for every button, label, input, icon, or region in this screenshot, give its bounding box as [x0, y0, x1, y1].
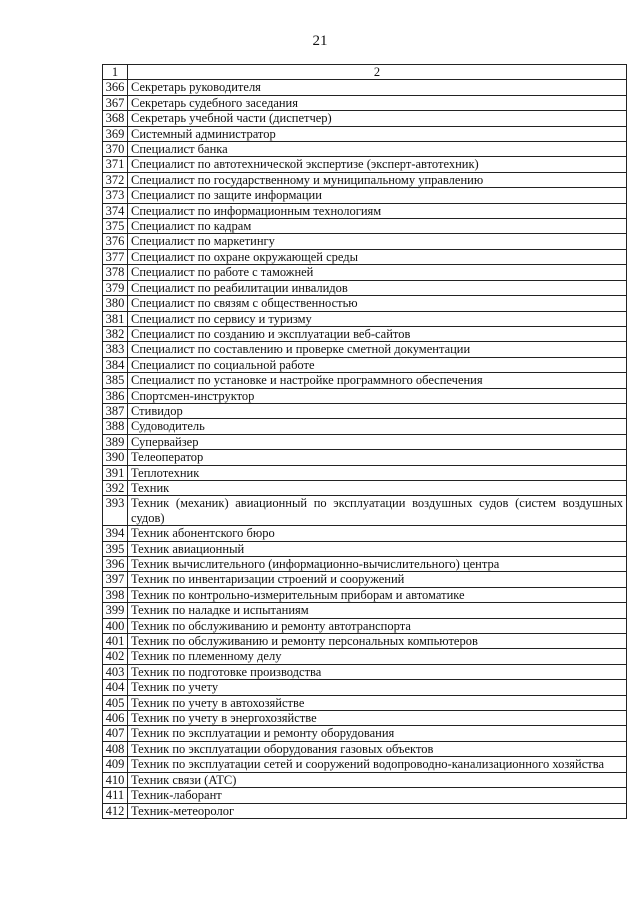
- profession-name: Специалист по сервису и туризму: [128, 311, 627, 326]
- profession-name: Супервайзер: [128, 434, 627, 449]
- row-number: 376: [103, 234, 128, 249]
- row-number: 410: [103, 772, 128, 787]
- table-row: [103, 603, 627, 618]
- row-number: 396: [103, 557, 128, 572]
- profession-name: Специалист по связям с общественностью: [128, 296, 627, 311]
- profession-name: Специалист по охране окружающей среды: [128, 249, 627, 264]
- table-row: [103, 126, 627, 141]
- table-row: [103, 664, 627, 679]
- table-row: [103, 280, 627, 295]
- row-number: 385: [103, 373, 128, 388]
- row-number: 391: [103, 465, 128, 480]
- profession-name: Специалист по созданию и эксплуатации веб-сайтов: [128, 326, 627, 341]
- row-number: 381: [103, 311, 128, 326]
- row-number: 378: [103, 265, 128, 280]
- row-number: 372: [103, 172, 128, 187]
- table-row: [103, 296, 627, 311]
- table-row: [103, 788, 627, 803]
- profession-name: Судоводитель: [128, 419, 627, 434]
- table-row: [103, 634, 627, 649]
- table-row: [103, 757, 627, 772]
- table-row: [103, 803, 627, 818]
- profession-name: Стивидор: [128, 403, 627, 418]
- table-row: [103, 157, 627, 172]
- table-row: [103, 587, 627, 602]
- profession-name: Специалист по информационным технологиям: [128, 203, 627, 218]
- profession-name: Секретарь руководителя: [128, 80, 627, 95]
- profession-name: Техник: [128, 480, 627, 495]
- row-number: 409: [103, 757, 128, 772]
- row-number: 389: [103, 434, 128, 449]
- profession-name: Секретарь судебного заседания: [128, 95, 627, 110]
- profession-name: Специалист по составлению и проверке сметной документации: [128, 342, 627, 357]
- row-number: 392: [103, 480, 128, 495]
- table-row: [103, 680, 627, 695]
- table-row: [103, 541, 627, 556]
- row-number: 367: [103, 95, 128, 110]
- row-number: 377: [103, 249, 128, 264]
- table-row: [103, 203, 627, 218]
- profession-name: Специалист банка: [128, 142, 627, 157]
- profession-name: Техник по учету в энергохозяйстве: [128, 711, 627, 726]
- row-number: 412: [103, 803, 128, 818]
- profession-name: Спортсмен-инструктор: [128, 388, 627, 403]
- table-row: [103, 496, 627, 526]
- table-row: [103, 249, 627, 264]
- row-number: 400: [103, 618, 128, 633]
- table-row: [103, 172, 627, 187]
- table-row: [103, 772, 627, 787]
- profession-name: Техник абонентского бюро: [128, 526, 627, 541]
- row-number: 366: [103, 80, 128, 95]
- row-number: 397: [103, 572, 128, 587]
- profession-name: Секретарь учебной части (диспетчер): [128, 111, 627, 126]
- row-number: 403: [103, 664, 128, 679]
- table-header-row: [103, 65, 627, 80]
- row-number: 405: [103, 695, 128, 710]
- profession-name: Техник по наладке и испытаниям: [128, 603, 627, 618]
- row-number: 388: [103, 419, 128, 434]
- table-row: [103, 142, 627, 157]
- profession-name: Техник по контрольно-измерительным приборам и автоматике: [128, 587, 627, 602]
- profession-name: Специалист по государственному и муниципальному управлению: [128, 172, 627, 187]
- table-row: [103, 618, 627, 633]
- table-row: [103, 311, 627, 326]
- row-number: 404: [103, 680, 128, 695]
- profession-name: Техник по эксплуатации оборудования газовых объектов: [128, 741, 627, 756]
- row-number: 402: [103, 649, 128, 664]
- table-row: [103, 234, 627, 249]
- table-row: [103, 388, 627, 403]
- row-number: 395: [103, 541, 128, 556]
- profession-name: Техник связи (АТС): [128, 772, 627, 787]
- profession-name: Системный администратор: [128, 126, 627, 141]
- table-row: [103, 649, 627, 664]
- table-row: [103, 419, 627, 434]
- table-row: [103, 80, 627, 95]
- profession-name: Телеоператор: [128, 450, 627, 465]
- table-row: [103, 480, 627, 495]
- row-number: 411: [103, 788, 128, 803]
- table-row: [103, 434, 627, 449]
- row-number: 373: [103, 188, 128, 203]
- profession-name: Специалист по автотехнической экспертизе (эксперт-автотехник): [128, 157, 627, 172]
- row-number: 384: [103, 357, 128, 372]
- profession-name: Техник по учету: [128, 680, 627, 695]
- table-row: [103, 403, 627, 418]
- table-row: [103, 373, 627, 388]
- profession-name: Техник по подготовке производства: [128, 664, 627, 679]
- table-row: [103, 695, 627, 710]
- table-row: [103, 326, 627, 341]
- profession-name: Техник авиационный: [128, 541, 627, 556]
- table-row: [103, 450, 627, 465]
- row-number: 406: [103, 711, 128, 726]
- row-number: 369: [103, 126, 128, 141]
- row-number: 368: [103, 111, 128, 126]
- table-row: [103, 188, 627, 203]
- column-header-number: 1: [103, 65, 128, 80]
- row-number: 407: [103, 726, 128, 741]
- profession-name: Специалист по работе с таможней: [128, 265, 627, 280]
- row-number: 408: [103, 741, 128, 756]
- profession-name: Техник по обслуживанию и ремонту автотранспорта: [128, 618, 627, 633]
- row-number: 393: [103, 496, 128, 526]
- row-number: 383: [103, 342, 128, 357]
- profession-name: Техник по эксплуатации сетей и сооружений водопроводно-канализационного хозяйства: [128, 757, 627, 772]
- profession-name: Техник по племенному делу: [128, 649, 627, 664]
- profession-name: Специалист по маркетингу: [128, 234, 627, 249]
- row-number: 386: [103, 388, 128, 403]
- table-row: [103, 711, 627, 726]
- table-row: [103, 111, 627, 126]
- row-number: 379: [103, 280, 128, 295]
- profession-name: Специалист по установке и настройке программного обеспечения: [128, 373, 627, 388]
- table-row: [103, 342, 627, 357]
- profession-name: Техник по обслуживанию и ремонту персональных компьютеров: [128, 634, 627, 649]
- profession-name: Техник по учету в автохозяйстве: [128, 695, 627, 710]
- profession-name: Техник (механик) авиационный по эксплуатации воздушных судов (систем воздушных судов): [128, 496, 627, 526]
- profession-name: Техник-лаборант: [128, 788, 627, 803]
- table-body: [103, 65, 627, 819]
- table-row: [103, 526, 627, 541]
- profession-name: Техник-метеоролог: [128, 803, 627, 818]
- table-row: [103, 219, 627, 234]
- table-row: [103, 95, 627, 110]
- page-number: 21: [312, 33, 328, 49]
- row-number: 398: [103, 587, 128, 602]
- table-row: [103, 265, 627, 280]
- row-number: 375: [103, 219, 128, 234]
- row-number: 399: [103, 603, 128, 618]
- row-number: 370: [103, 142, 128, 157]
- profession-name: Теплотехник: [128, 465, 627, 480]
- profession-name: Техник по эксплуатации и ремонту оборудования: [128, 726, 627, 741]
- profession-name: Специалист по защите информации: [128, 188, 627, 203]
- profession-name: Специалист по кадрам: [128, 219, 627, 234]
- row-number: 371: [103, 157, 128, 172]
- row-number: 390: [103, 450, 128, 465]
- row-number: 401: [103, 634, 128, 649]
- profession-name: Техник вычислительного (информационно-вычислительного) центра: [128, 557, 627, 572]
- table-row: [103, 465, 627, 480]
- row-number: 394: [103, 526, 128, 541]
- row-number: 382: [103, 326, 128, 341]
- profession-name: Специалист по социальной работе: [128, 357, 627, 372]
- row-number: 387: [103, 403, 128, 418]
- row-number: 380: [103, 296, 128, 311]
- column-header-name: 2: [128, 65, 627, 80]
- table-row: [103, 726, 627, 741]
- row-number: 374: [103, 203, 128, 218]
- professions-table: [102, 64, 627, 819]
- table-row: [103, 557, 627, 572]
- table-row: [103, 741, 627, 756]
- table-row: [103, 572, 627, 587]
- profession-name: Техник по инвентаризации строений и сооружений: [128, 572, 627, 587]
- profession-name: Специалист по реабилитации инвалидов: [128, 280, 627, 295]
- table-row: [103, 357, 627, 372]
